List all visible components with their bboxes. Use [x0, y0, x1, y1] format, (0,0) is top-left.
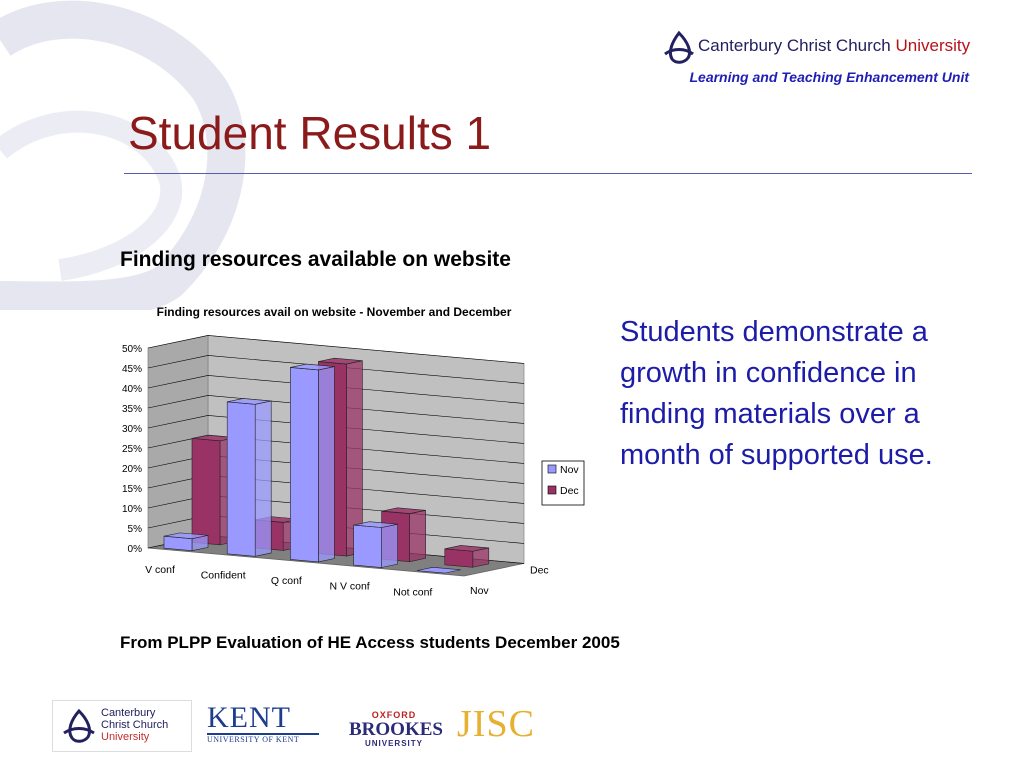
- source-note: From PLPP Evaluation of HE Access students December 2005: [120, 633, 620, 652]
- footer-ccu-line3: University: [101, 731, 150, 743]
- footer-kent-logo: [207, 703, 319, 744]
- header-university-logo: [662, 30, 972, 66]
- y-tick-label: 25%: [121, 444, 142, 455]
- title-divider: [124, 173, 972, 174]
- bar-nov-confident: [227, 398, 271, 556]
- footer-kent-sub: UNIVERSITY OF KENT: [207, 733, 319, 744]
- x-tick-label: Not conf: [393, 586, 433, 599]
- footer-brookes-logo: [349, 710, 443, 748]
- bar-front: [192, 438, 220, 544]
- bar-front: [290, 367, 318, 561]
- y-axis-tick-labels: [122, 344, 142, 555]
- footer-brookes-sub: UNIVERSITY: [364, 739, 423, 748]
- y-tick-label: 40%: [121, 384, 142, 395]
- footer-ccu-line1: Canterbury: [101, 707, 156, 719]
- legend-swatch: [548, 486, 556, 494]
- side-commentary: Students demonstrate a growth in confidence in finding materials over a month of supported use.: [620, 316, 933, 471]
- footer-jisc-logo: JISC: [457, 703, 535, 745]
- x-tick-label: Confident: [200, 569, 246, 582]
- chart-title: Finding resources avail on website - November and December: [156, 305, 512, 319]
- bar-side: [318, 367, 334, 562]
- ccu-knot-icon: [662, 30, 696, 64]
- y-tick-label: 50%: [121, 344, 142, 355]
- bar-dec-not-conf: [445, 545, 489, 567]
- slide-subtitle: Finding resources available on website: [120, 248, 511, 271]
- depth-label: Nov: [470, 585, 489, 597]
- bar-side: [382, 524, 398, 567]
- footer-brookes-top: OXFORD: [371, 710, 417, 720]
- bar-front: [445, 549, 473, 567]
- x-tick-label: N V conf: [329, 580, 370, 593]
- footer-ccu-line2: Christ Church: [101, 719, 169, 731]
- y-tick-label: 0%: [127, 544, 142, 555]
- bar-nov-n-v-conf: [354, 522, 398, 568]
- bar-nov-v-conf: [164, 533, 208, 551]
- x-tick-label: Q conf: [270, 575, 302, 588]
- depth-label: Dec: [530, 564, 549, 577]
- ccu-knot-icon: [61, 708, 97, 744]
- chart-container: [100, 298, 600, 618]
- legend-label: Nov: [560, 464, 579, 476]
- footer-ccu-logo: [52, 700, 192, 752]
- footer-brookes-main: BROOKES: [349, 719, 443, 740]
- bar-side: [255, 401, 271, 556]
- header-university-name: [698, 36, 970, 56]
- y-tick-label: 10%: [121, 504, 142, 515]
- header-university-name-accent: University: [895, 36, 971, 55]
- unit-name: Learning and Teaching Enhancement Unit: [689, 69, 969, 85]
- slide-title: Student Results 1: [128, 107, 492, 159]
- y-tick-label: 20%: [121, 464, 142, 475]
- bar-nov-q-conf: [290, 364, 334, 562]
- legend-swatch: [548, 465, 556, 473]
- footer-kent-main: KENT: [207, 701, 291, 734]
- header-university-name-main: Canterbury Christ Church: [698, 36, 891, 55]
- y-tick-label: 5%: [127, 524, 142, 535]
- y-tick-label: 45%: [121, 364, 142, 375]
- y-tick-label: 30%: [121, 424, 142, 435]
- legend-label: Dec: [560, 485, 579, 497]
- y-tick-label: 15%: [121, 484, 142, 495]
- bar-chart: [100, 298, 600, 618]
- bar-side: [410, 510, 426, 561]
- footer-partner-logos: [52, 700, 535, 752]
- x-tick-label: V conf: [145, 563, 175, 576]
- chart-legend: [542, 461, 584, 505]
- bar-front: [227, 402, 255, 556]
- bar-front: [354, 525, 382, 567]
- y-tick-label: 35%: [121, 404, 142, 415]
